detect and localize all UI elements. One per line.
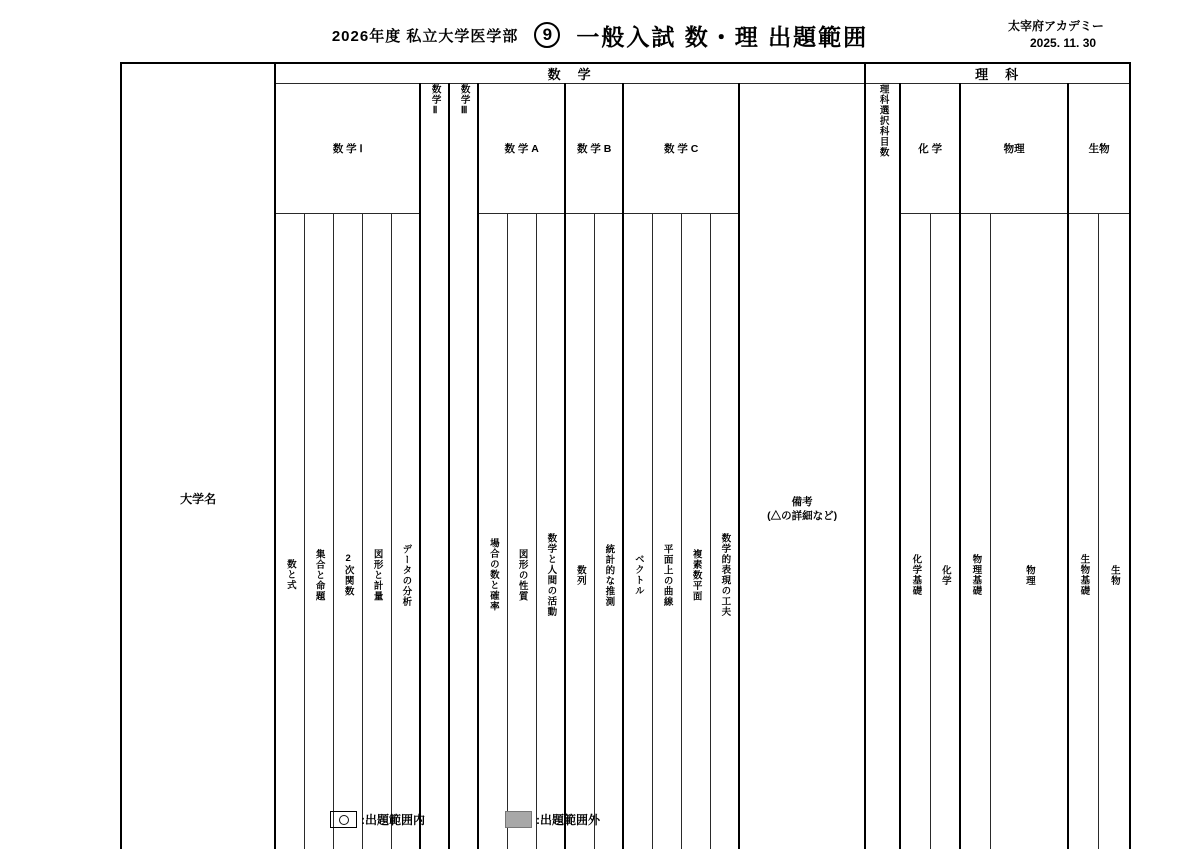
col-header: 集合と命題: [304, 214, 333, 849]
col-header: 数学と人間の活動: [536, 214, 565, 849]
math1-group-header: 数 学 Ⅰ: [275, 84, 420, 214]
science-count-header: 理科選択科目数: [865, 84, 900, 849]
col-header: 生物: [1098, 214, 1130, 849]
exam-range-table: [120, 62, 1131, 849]
col-header: 化学: [930, 214, 960, 849]
org-name: 太宰府アカデミー: [1008, 19, 1104, 33]
science-section-header: 理 科: [865, 63, 1130, 84]
col-header: 平面上の曲線: [652, 214, 681, 849]
col-header: 物理基礎: [960, 214, 990, 849]
col-header: 複素数平面: [681, 214, 710, 849]
date: 2025. 11. 30: [1030, 36, 1097, 50]
table-header: [121, 63, 1130, 849]
chemistry-group-header: 化 学: [900, 84, 960, 214]
mathA-group-header: 数 学 A: [478, 84, 565, 214]
mathB-group-header: 数 学 B: [565, 84, 623, 214]
title-year: 2026年度 私立大学医学部: [331, 27, 519, 45]
legend-out-of-range: :出題範囲外: [505, 811, 600, 828]
legend-in-range: :出題範囲内: [330, 811, 425, 828]
col-header: 生物基礎: [1068, 214, 1098, 849]
col-header: 数列: [565, 214, 594, 849]
title-main: 一般入試 数・理 出題範囲: [576, 23, 869, 50]
col-header: ベクトル: [623, 214, 652, 849]
remarks-header: 備考 (△の詳細など): [739, 84, 865, 849]
col-header: 化学基礎: [900, 214, 930, 849]
math2-header: 数学Ⅱ: [420, 84, 449, 849]
col-header: 場合の数と確率: [478, 214, 507, 849]
college-name-header: 大学名: [121, 63, 275, 849]
mathC-group-header: 数 学 C: [623, 84, 739, 214]
math-section-header: 数 学: [275, 63, 865, 84]
col-header: 図形と計量: [362, 214, 391, 849]
col-header: データの分析: [391, 214, 420, 849]
gray-legend-box: [505, 811, 532, 828]
col-header: 数学的表現の工夫: [710, 214, 739, 849]
col-header: 数と式: [275, 214, 304, 849]
col-header: 物理: [990, 214, 1068, 849]
col-header: 図形の性質: [507, 214, 536, 849]
org-block: [1008, 18, 1104, 52]
col-header: 2次関数: [333, 214, 362, 849]
math3-header: 数学Ⅲ: [449, 84, 478, 849]
physics-group-header: 物理: [960, 84, 1068, 214]
biology-group-header: 生物: [1068, 84, 1130, 214]
col-header: 統計的な推測: [594, 214, 623, 849]
circle-legend-box: [330, 811, 357, 828]
circled-9-icon: 9: [534, 22, 560, 48]
